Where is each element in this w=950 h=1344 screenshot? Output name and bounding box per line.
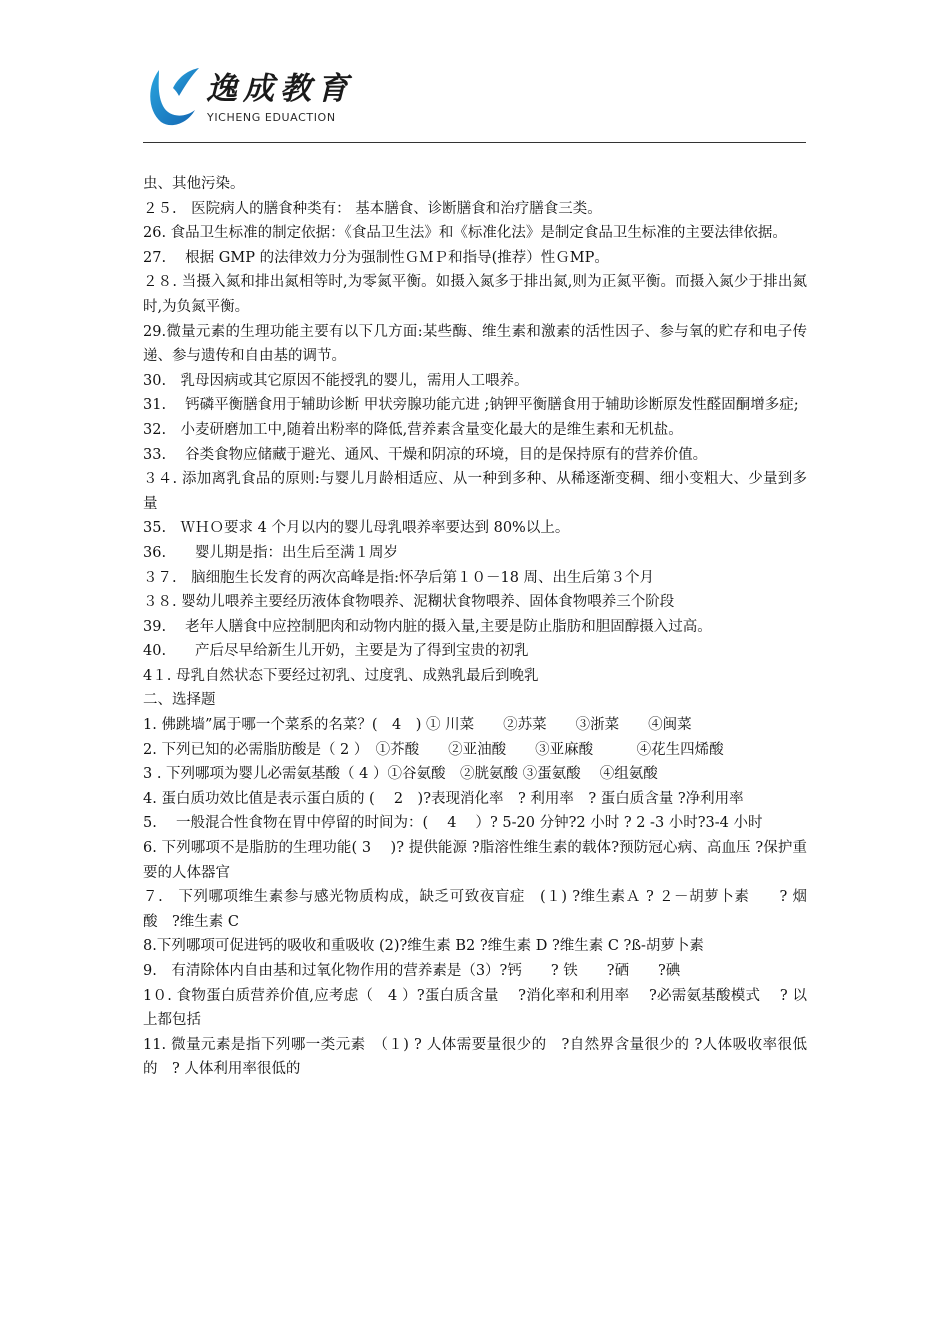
- paragraph-line: 40. 产后尽早给新生儿开奶，主要是为了得到宝贵的初乳: [143, 643, 529, 660]
- question-line: 5. 一般混合性食物在胃中停留的时间为：( 4 ）? 5-20 分钟?2 小时 ? 2 -3 小时?3-4 小时: [143, 815, 763, 832]
- paragraph-line: 29.微量元素的生理功能主要有以下几方面:某些酶、维生素和激素的活性因子、参与氧的贮存和电子传递、参与遗传和自由基的调节。: [143, 323, 807, 365]
- question-line: 2. 下列已知的必需脂肪酸是（ 2 ） ①芥酸 ②亚油酸 ③亚麻酸 ④花生四烯酸: [143, 741, 724, 758]
- paragraph-line: 26. 食品卫生标准的制定依据：《食品卫生法》和《标准化法》是制定食品卫生标准的主要法律依据。: [143, 225, 787, 242]
- paragraph-line: 39. 老年人膳食中应控制肥肉和动物内脏的摄入量,主要是防止脂肪和胆固醇摄入过高。: [143, 618, 712, 635]
- paragraph-line: ３７. 脑细胞生长发育的两次高峰是指:怀孕后第１０－18 周、出生后第３个月: [143, 569, 655, 586]
- paragraph-line: 31. 钙磷平衡膳食用于辅助诊断 甲状旁腺功能亢进 ;钠钾平衡膳食用于辅助诊断原发性醛固酮增多症;: [143, 397, 799, 414]
- section-heading: 二、选择题: [143, 692, 216, 709]
- question-line: 11. 微量元素是指下列哪一类元素 （１) ? 人体需要量很少的 ?自然界含量很少的 ?人体吸收率很低的 ? 人体利用率很低的: [143, 1036, 807, 1078]
- document-body: [143, 172, 807, 1082]
- paragraph-line: 30. 乳母因病或其它原因不能授乳的婴儿，需用人工喂养。: [143, 372, 529, 389]
- question-line: 8.下列哪项可促进钙的吸收和重吸收 (2)?维生素 B2 ?维生素 D ?维生素 C ?ß-胡萝卜素: [143, 938, 704, 955]
- paragraph-line: ３８. 婴幼儿喂养主要经历液体食物喂养、泥糊状食物喂养、固体食物喂养三个阶段: [143, 594, 675, 611]
- paragraph-line: ３４. 添加离乳食品的原则:与婴儿月龄相适应、从一种到多种、从稀逐渐变稠、细小变粗大、少量到多量: [143, 471, 807, 512]
- paragraph-line: 虫、其他污染。: [143, 176, 245, 192]
- question-line: 6. 下列哪项不是脂肪的生理功能( 3 )? 提供能源 ?脂溶性维生素的载体?预防冠心病、高血压 ?保护重要的人体器官: [143, 840, 807, 881]
- paragraph-line: 33. 谷类食物应储藏于避光、通风、干燥和阴凉的环境，目的是保持原有的营养价值。: [143, 446, 708, 463]
- brand-name-en: YICHENG EDUACTION: [207, 111, 336, 124]
- brand-name-cn: 逸成教育: [206, 71, 354, 107]
- paragraph-line: ２５. 医院病人的膳食种类有： 基本膳食、诊断膳食和治疗膳食三类。: [143, 200, 602, 217]
- paragraph-line: 27. 根据 GMP 的法律效力分为强制性ＧＭＰ和指导(推荐）性ＧMP。: [143, 249, 609, 266]
- question-line: 9. 有清除体内自由基和过氧化物作用的营养素是（3）?钙 ? 铁 ?硒 ?碘: [143, 963, 681, 979]
- header-rule: [143, 142, 806, 143]
- page-header: [143, 66, 806, 144]
- question-line: 1０. 食物蛋白质营养价值,应考虑（ 4 ）?蛋白质含量 ?消化率和利用率 ?必需氨基酸模式 ? 以上都包括: [143, 987, 807, 1029]
- paragraph-line: 35. ＷＨＯ要求 4 个月以内的婴儿母乳喂养率要达到 80%以上。: [143, 520, 570, 537]
- paragraph-line: 32. 小麦研磨加工中,随着出粉率的降低,营养素含量变化最大的是维生素和无机盐。: [143, 421, 683, 438]
- paragraph-line: ２８. 当摄入氮和排出氮相等时,为零氮平衡。如摄入氮多于排出氮,则为正氮平衡。而摄入氮少于排出氮时,为负氮平衡。: [143, 274, 807, 315]
- paragraph-line: 4１. 母乳自然状态下要经过初乳、过度乳、成熟乳最后到晚乳: [143, 667, 539, 684]
- question-line: 1. 佛跳墙”属于哪一个菜系的名菜？( 4 ) ① 川菜 ②苏菜 ③浙菜 ④闽菜: [143, 717, 692, 734]
- question-line: ７. 下列哪项维生素参与感光物质构成，缺乏可致夜盲症 (１) ?维生素Ａ ? ２－胡萝卜素 ? 烟酸 ?维生素 C: [143, 889, 807, 930]
- question-line: 3 . 下列哪项为婴儿必需氨基酸（ 4 ）①谷氨酸 ②胱氨酸 ③蛋氨酸 ④组氨酸: [143, 766, 658, 783]
- question-line: 4. 蛋白质功效比值是表示蛋白质的 ( 2 )?表现消化率 ? 利用率 ? 蛋白质含量 ?净利用率: [143, 790, 744, 807]
- paragraph-line: 36. 婴儿期是指：出生后至满１周岁: [143, 544, 399, 561]
- logo-swoosh-icon: [143, 66, 203, 128]
